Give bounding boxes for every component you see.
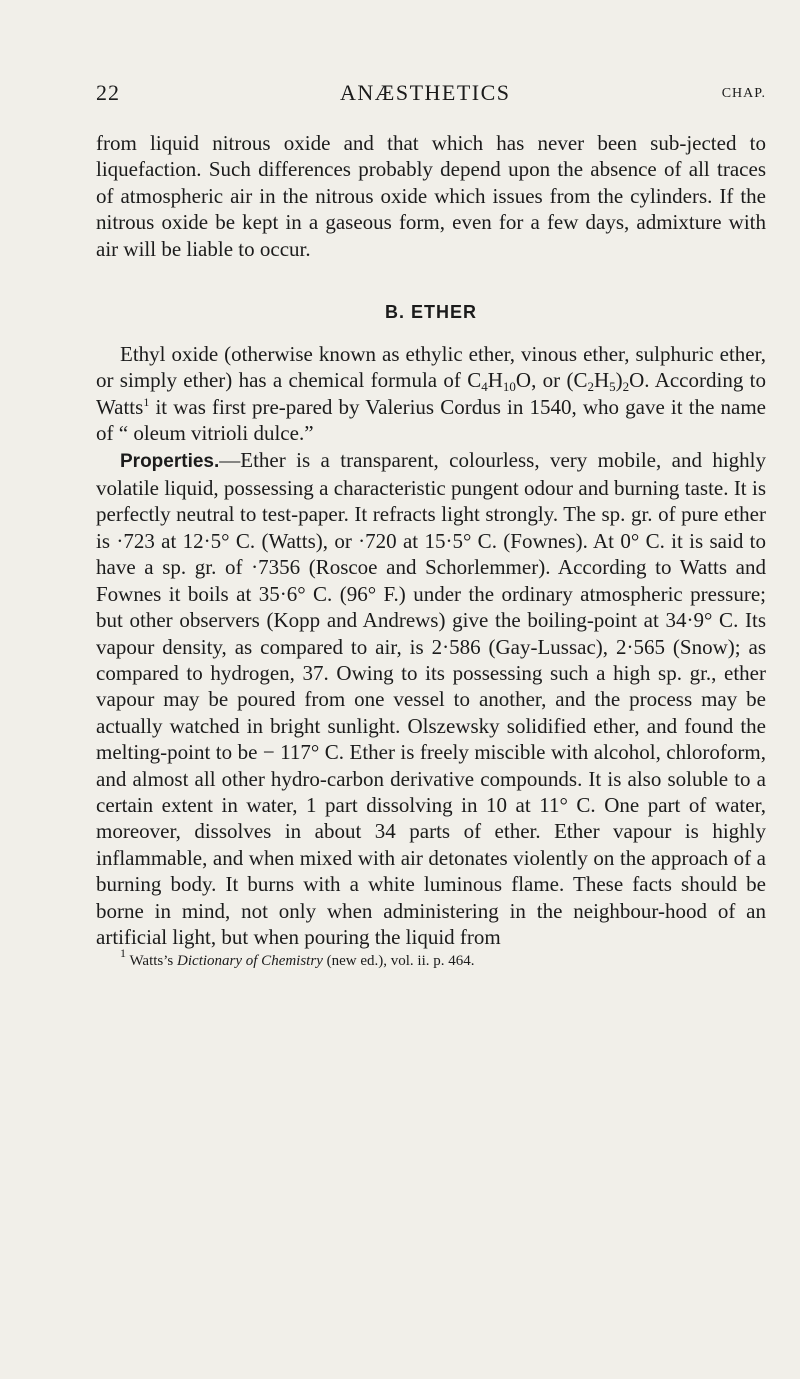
page-number: 22: [96, 80, 120, 105]
properties-text: —Ether is a transparent, colourless, very mobile, and highly volatile liquid, possessing a characteristic pungent odour and burning taste. It is perfectly neutral to test-paper. It refracts light strongly. The sp. gr. of pure ether is ·723 at 12·5° C. (Watts), or ·720 at 15·5° C. (Fownes). At 0° C. it is said to have a sp. gr. of ·7356 (Roscoe and Schorlemmer). According to Watts and Fownes it boils at 35·6° C. (96° F.) under the ordinary atmospheric pressure; but other observers (Kopp and Andrews) give the boiling-point at 34·9° C. Its vapour density, as compared to air, is 2·586 (Gay-Lussac), 2·565 (Snow); as compared to hydrogen, 37. Owing to its possessing such a high sp. gr., ether vapour may be poured from one vessel to another, and the process may be actually watched in bright sunlight. Olszewsky solidified ether, and found the melting-point to be − 117° C. Ether is freely miscible with alcohol, chloroform, and almost all other hydro-carbon derivative compounds. It is also soluble to a certain extent in water, 1 part dissolving in 10 at 11° C. One part of water, moreover, dissolves in about 34 parts of ether. Ether vapour is highly inflammable, and when mixed with air detonates violently on the approach of a burning body. It burns with a white luminous flame. These facts should be borne in mind, not only when administering in the neighbour-hood of an artificial light, but when pouring the liquid from: [96, 447, 766, 949]
properties-heading: Properties.: [120, 450, 220, 472]
text-run: it was first pre-pared by Valerius Cordus in 1540, who gave it the name of “ oleum vitrioli dulce.”: [96, 394, 766, 446]
paragraph-ether-intro: [96, 341, 766, 447]
footnote-marker: 1: [143, 394, 150, 409]
section-heading: B. ETHER: [384, 302, 477, 323]
text-run: Ethyl oxide (otherwise known as ethylic ether, vinous ether, sulphuric ether, or simply ether) has a chemical formula of C: [96, 342, 766, 393]
subscript: 2: [587, 379, 594, 395]
text-run: O. According to Watts: [96, 368, 766, 419]
footnote-number: 1: [120, 946, 126, 961]
footnote: [96, 946, 766, 970]
paragraph-properties: [96, 447, 766, 951]
footnote-text: Watts’s: [126, 953, 178, 970]
subscript: 4: [481, 379, 488, 395]
subscript: 5: [609, 379, 616, 395]
footnote-book-title: Dictionary of Chemistry: [177, 953, 323, 970]
text-run: H: [487, 368, 503, 393]
paragraph-nitrous-oxide-end: from liquid nitrous oxide and that which has never been sub-jected to liquefaction. Such differences probably depend upon the absence of all traces of atmospheric air in the nitrous oxide which issues from the cylinders. If the nitrous oxide be kept in a gaseous form, even for a few days, admixture with air will be liable to occur.: [96, 131, 766, 261]
chapter-abbrev: CHAP.: [721, 86, 766, 101]
page-header: [96, 80, 766, 120]
subscript: 2: [622, 379, 630, 395]
text-run: ): [615, 368, 623, 393]
text-run: H: [593, 368, 610, 393]
running-title: ANÆSTHETICS: [340, 80, 511, 105]
book-page: [96, 80, 766, 970]
footnote-text: (new ed.), vol. ii. p. 464.: [322, 953, 475, 970]
subscript: 10: [502, 379, 516, 395]
text-run: O, or (C: [515, 368, 588, 393]
